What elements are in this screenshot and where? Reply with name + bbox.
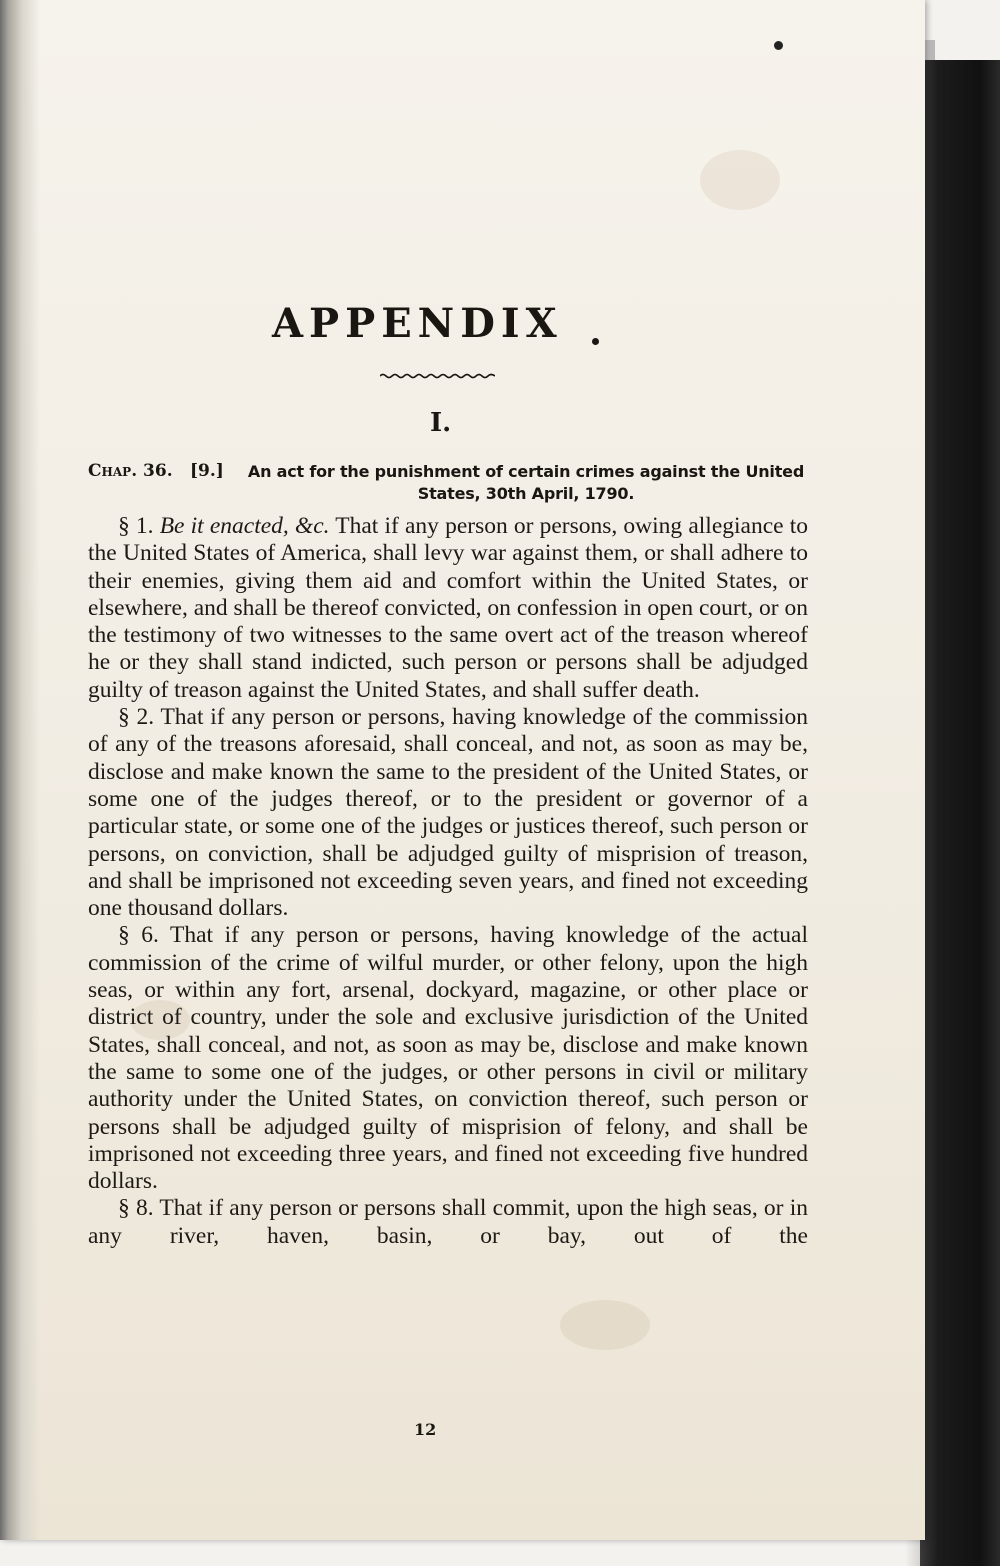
section-paragraph: [88, 922, 808, 1195]
page-gutter: [0, 0, 40, 1540]
enacting-clause: Be it enacted, &c.: [159, 513, 330, 539]
section-marker: § 1.: [118, 513, 154, 539]
book-spine: [920, 60, 1000, 1566]
section-marker: § 8.: [118, 1195, 154, 1222]
chapter-number: [9.]: [190, 461, 224, 481]
section-text: That if any person or persons, having knowledge of the actual commission of the crime of wilful murder, or other felony, upon the high seas, or within any fort, arsenal, dockyard, magazine, or other place or district of country, under the sole and exclusive jurisdiction of the United States, shall conceal, and not, as soon as may be, disclose and make known the same to some one of the judges, or other persons in civil or military authority under the United States, on conviction thereof, such person or persons shall be adjudged guilty of misprision of felony, and shall be imprisoned not exceeding three years, and fined not exceeding five hundred dollars.: [88, 922, 809, 1195]
page-stain: [560, 1300, 650, 1350]
section-paragraph: [88, 1195, 808, 1250]
title-flourish: [380, 372, 495, 380]
section-numeral: I.: [430, 408, 452, 438]
section-paragraph: [88, 513, 808, 704]
page-stain: [700, 150, 780, 210]
title-period: [592, 338, 599, 345]
section-text: That if any person or persons, owing allegiance to the United States of America, shall levy war against them, or shall adhere to their enemies, giving them aid and comfort within the United States, or elsewhere, and shall be thereof convicted, on confession in open court, or on the testimony of two witnesses to the same overt act of the treason whereof he or they shall stand indicted, such person or persons shall be adjudged guilty of treason against the United States, and shall suffer death.: [88, 513, 809, 703]
page-title: APPENDIX: [272, 300, 563, 347]
act-title: An act for the punishment of certain crimes against the United States, 30th April, 1790.: [247, 462, 805, 503]
section-marker: § 2.: [118, 704, 155, 731]
section-marker: § 6.: [118, 922, 159, 949]
page-number: 12: [414, 1420, 437, 1439]
statute-body: [88, 513, 808, 1250]
chapter-label: Chap. 36.: [88, 461, 173, 481]
page-mark: [774, 41, 783, 50]
section-text: That if any person or persons, having knowledge of the commission of any of the treasons aforesaid, shall conceal, and not, as soon as may be, disclose and make known the same to the president of the United States, or some one of the judges thereof, or to the president or governor of a particular state, or some one of the judges or justices thereof, such person or persons, on conviction, shall be adjudged guilty of misprision of treason, and shall be imprisoned not exceeding seven years, and fined not exceeding one thousand dollars.: [88, 704, 808, 922]
section-paragraph: [88, 704, 808, 922]
section-text: That if any person or persons shall commit, upon the high seas, or in any river, haven, basin, or bay, out of the: [88, 1195, 808, 1249]
